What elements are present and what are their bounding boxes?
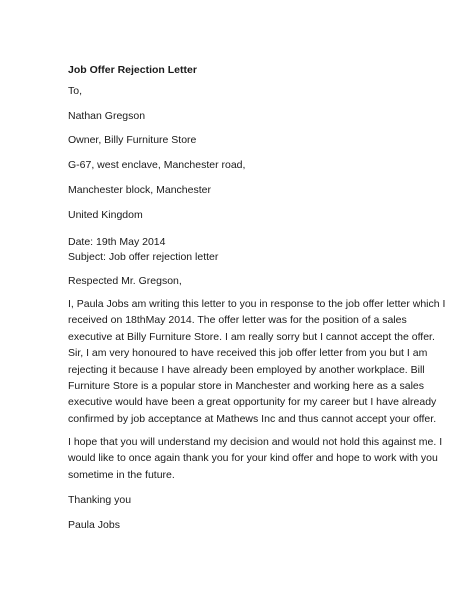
body-paragraph-2 [68,434,443,483]
body-paragraph-1-line: received on 18thMay 2014. The offer letter was for the position of a sales [68,314,407,327]
body-paragraph-1-line: executive at Billy Furniture Store. I am really sorry but I cannot accept the offer. [68,330,435,343]
body-paragraph-1-line: confirmed by job acceptance at Mathews Inc and thus cannot accept your offer. [68,412,437,425]
salutation-to: To, [68,85,83,97]
body-paragraph-1 [68,296,446,427]
body-paragraph-2-line: sometime in the future. [68,468,175,481]
signature: Paula Jobs [68,519,120,531]
address-line-1: G-67, west enclave, Manchester road, [68,159,246,171]
letter-title: Job Offer Rejection Letter [68,64,197,76]
body-paragraph-1-line: Furniture Store is a popular store in Manchester and working here as a sales [68,380,425,393]
body-paragraph-1-line: I, Paula Jobs am writing this letter to you in response to the job offer letter which I [68,298,446,310]
letter-subject: Subject: Job offer rejection letter [68,251,219,263]
body-paragraph-1-line: rejecting it because I have already been employed by another workplace. Bill [68,363,425,376]
recipient-title: Owner, Billy Furniture Store [68,134,197,146]
body-paragraph-1-line: executive would have been a great opportunity for my career but I have already [68,396,437,409]
greeting: Respected Mr. Gregson, [68,275,182,287]
country: United Kingdom [68,209,143,221]
recipient-name: Nathan Gregson [68,110,146,122]
body-paragraph-1-line: Sir, I am very honoured to have received this job offer letter from you but I am [68,347,428,360]
body-paragraph-2-line: I hope that you will understand my decision and would not hold this against me. I [68,436,443,448]
address-line-2: Manchester block, Manchester [68,184,211,196]
body-paragraph-2-line: would like to once again thank you for your kind offer and hope to work with you [68,452,438,465]
letter-date: Date: 19th May 2014 [68,236,166,248]
closing: Thanking you [68,494,132,506]
